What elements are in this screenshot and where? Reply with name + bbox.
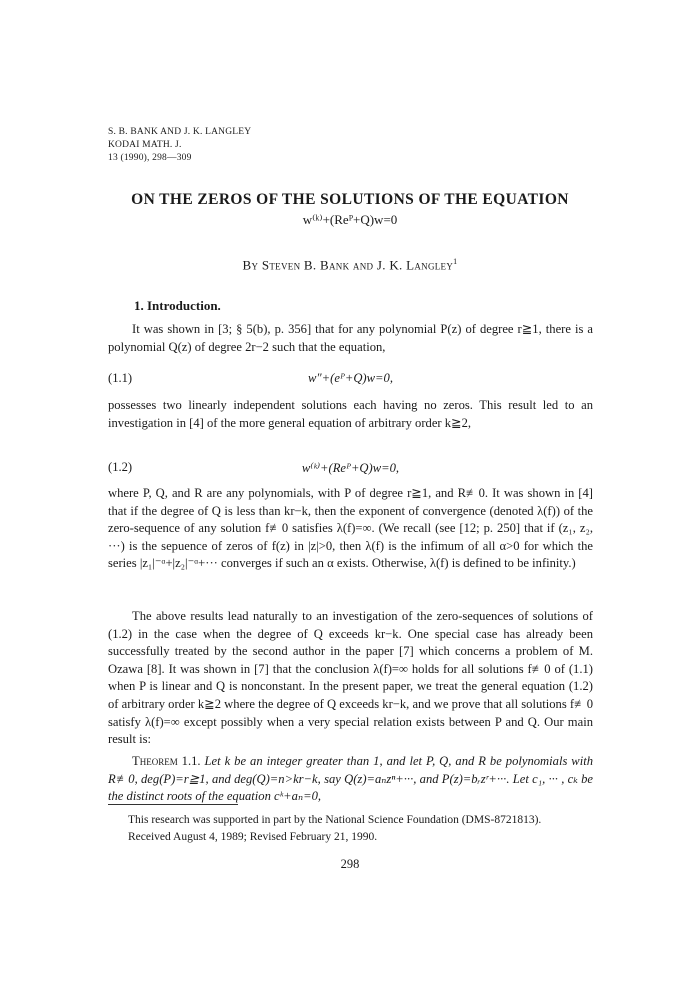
equation-number: (1.2) [108, 460, 133, 474]
author-names: By Steven B. Bank and J. K. Langley [242, 257, 454, 273]
running-header [108, 126, 251, 165]
paragraph-3: where P, Q, and R are any polynomials, with P of degree r≧1, and R≢0. It was shown in [4] that if the degree of Q is less than kr−k, then the exponent of convergence (denoted λ(f)) of the zero-sequence of any solution f≢0 satisfies λ(f)=∞. (We recall (see [12; p. 250] that if (z₁, z₂, ···) is the sepuence of zeros of f(z) in |z|>0, then λ(f) is the infimum of all α>0 for which the series |z₁|⁻ᵅ+|z₂|⁻ᵅ+··· converges if such an α exists. Otherwise, λ(f) is defined to be infinity.) [108, 486, 593, 571]
paragraph-4: The above results lead naturally to an investigation of the zero-sequences of solutions of (1.2) in the case when the degree of Q exceeds kr−k. One special case has already been successfully treated by the second author in the paper [7] which concerns a problem of M. Ozawa [8]. It was shown in [7] that the conclusion λ(f)=∞ holds for all solutions f≢0 of (1.1) when P is linear and Q is nonconstant. In the present paper, we treat the general equation (1.2) of arbitrary order k≧2 where the degree of Q exceeds kr−k, and we prove that all solutions f≢0 satisfy λ(f)=∞ except possibly when a very special relation exists between P and Q. Our main result is: [108, 609, 593, 747]
paragraph-2: possesses two linearly independent solutions each having no zeros. This result led to an investigation in [4] of the more general equation of arbitrary order k≧2, [108, 398, 593, 430]
header-journal: KODAI MATH. J. [108, 140, 182, 150]
footnote-rule [108, 804, 238, 805]
paragraph-1: It was shown in [3; § 5(b), p. 356] that for any polynomial P(z) of degree r≧1, there is a polynomial Q(z) of degree 2r−2 such that the equation, [108, 322, 593, 354]
footnote-received: Received August 4, 1989; Revised February 21, 1990. [128, 831, 378, 843]
paper-title-equation: w⁽ᵏ⁾+(Reᴾ+Q)w=0 [302, 212, 398, 227]
header-authors: S. B. BANK AND J. K. LANGLEY [108, 127, 252, 137]
theorem-statement: Let k be an integer greater than 1, and let P, Q, and R be polynomials with R≢0, deg(P)=r≧1, and deg(Q)=n>kr−k, say Q(z)=aₙzⁿ+···, and P(z)=bᵣzʳ+···. Let c₁, ··· , cₖ be the distinct roots of the equation cᵏ+aₙ=0, [108, 754, 594, 804]
footnote-funding: This research was supported in part by the National Science Foundation (DMS-8721813). [128, 814, 542, 826]
paper-title: ON THE ZEROS OF THE SOLUTIONS OF THE EQUATION [131, 191, 569, 208]
author-footnote-mark: 1 [453, 257, 458, 266]
theorem-1-1 [108, 753, 593, 806]
author-line [0, 257, 700, 273]
theorem-heading: Theorem 1.1. [132, 754, 201, 768]
page-number: 298 [340, 857, 360, 871]
equation-body: w″+(eᴾ+Q)w=0, [308, 371, 393, 385]
header-volume: 13 (1990), 298—309 [108, 153, 192, 163]
equation-body: w⁽ᵏ⁾+(Reᴾ+Q)w=0, [301, 461, 400, 475]
section-heading: 1. Introduction. [134, 298, 221, 313]
equation-number: (1.1) [108, 371, 133, 385]
